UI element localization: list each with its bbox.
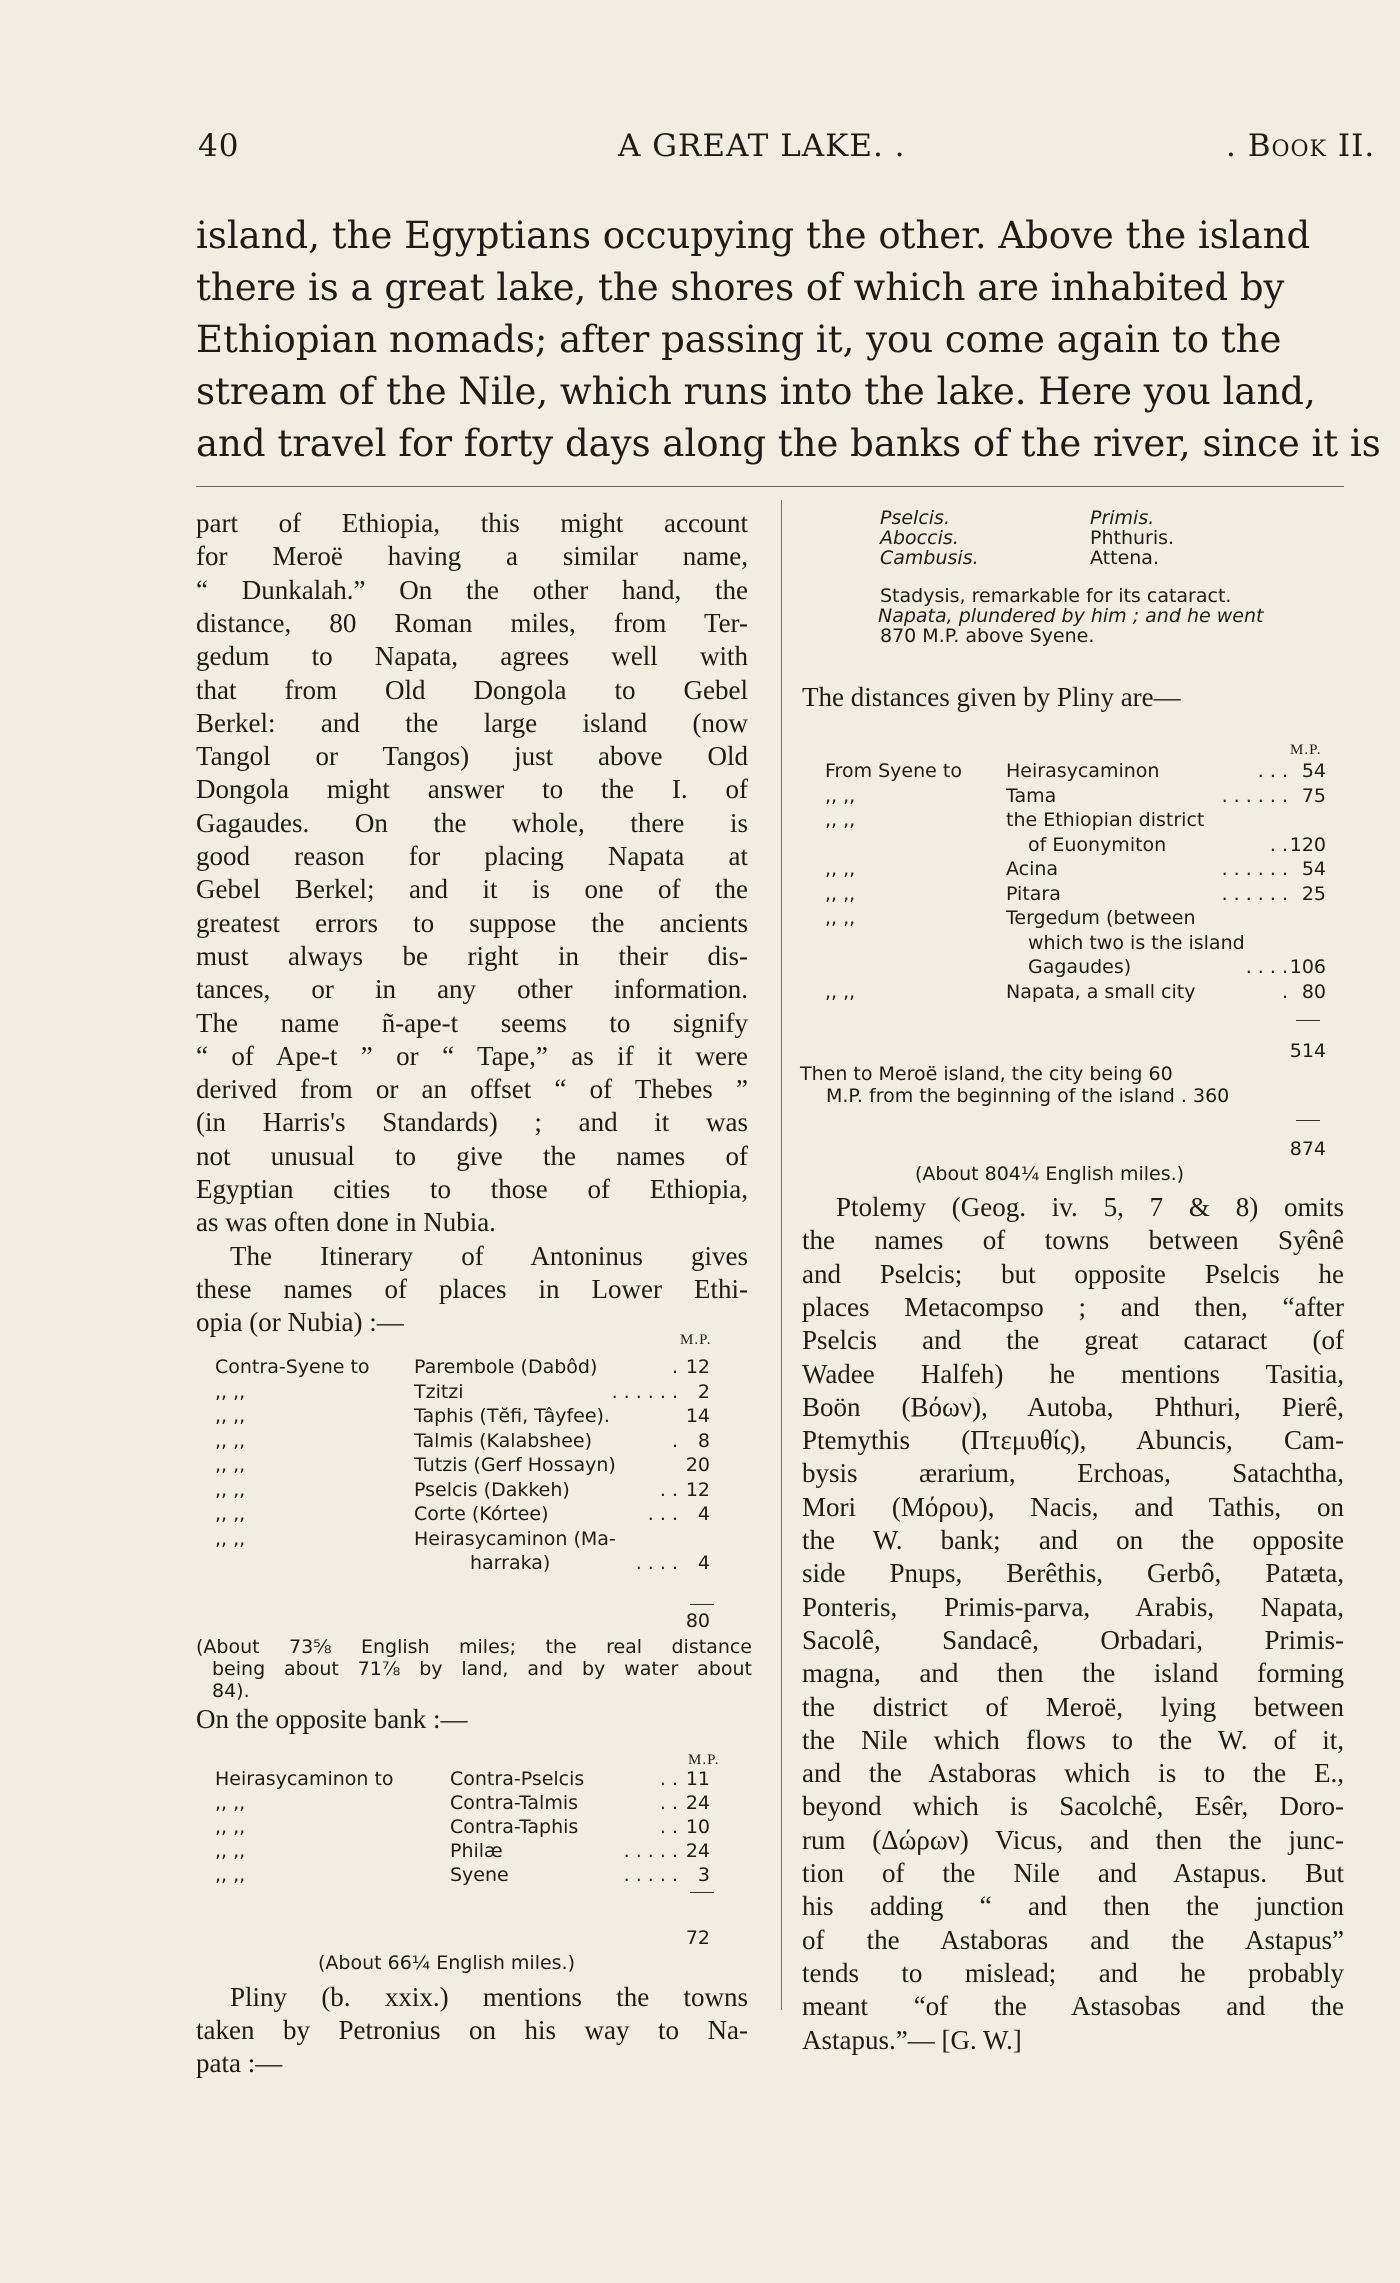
total-rule (1296, 1020, 1320, 1021)
ptolemy-line: the names of towns between Syênê (802, 1225, 1344, 1256)
town-name: Phthuris. (1090, 527, 1175, 549)
table-value: 75 (1301, 784, 1326, 807)
left-paragraph-line: pata :— (196, 2048, 283, 2078)
total-rule (1296, 1120, 1320, 1121)
main-text-line: and travel for forty days along the banks of the river, since it is (196, 422, 1381, 465)
table-from: ,, ,, (215, 1454, 246, 1476)
itinerary-note-line: 84). (212, 1680, 250, 1702)
table-dots: . . . . . . (1221, 784, 1288, 807)
table-value: 24 (685, 1792, 710, 1814)
table-value: 10 (685, 1816, 710, 1838)
table-from: ,, ,, (215, 1840, 246, 1862)
table-value: 54 (1301, 760, 1326, 782)
table-value: 106 (1289, 956, 1326, 978)
table-from: ,, ,, (825, 882, 856, 905)
table-dots: . . . . . . (1221, 858, 1288, 880)
table-place: Acina (1006, 858, 1059, 880)
table-from: ,, ,, (215, 1503, 246, 1525)
table-place: Heirasycaminon (Ma- (414, 1527, 616, 1550)
pliny-total: 514 (1289, 1040, 1326, 1062)
running-title: A GREAT LAKE. . (618, 128, 906, 164)
ptolemy-line: side Pnups, Berêthis, Gerbô, Patæta, (802, 1558, 1344, 1589)
table-dots: . . (1269, 833, 1288, 856)
opposite-note: (About 66¼ English miles.) (318, 1952, 576, 1974)
table-dots: . (671, 1429, 678, 1452)
ptolemy-line: Wadee Halfeh) he mentions Tasitia, (802, 1358, 1344, 1389)
ptolemy-line: meant “of the Astasobas and the (802, 1991, 1344, 2022)
table-place: Contra-Pselcis (450, 1768, 585, 1790)
left-paragraph-line: opia (or Nubia) :— (196, 1307, 404, 1338)
mp-column-label: M.P. (1290, 742, 1322, 758)
table-from: ,, ,, (215, 1429, 246, 1452)
table-place: Taphis (Tĕfi, Tâyfee). (414, 1405, 610, 1427)
table-from: ,, ,, (215, 1816, 246, 1838)
ptolemy-line: tion of the Nile and Astapus. But (802, 1858, 1344, 1888)
ptolemy-line: his adding “ and then the junction (802, 1891, 1344, 1922)
table-from: ,, ,, (215, 1478, 246, 1501)
ptolemy-line: Sacolê, Sandacê, Orbadari, Primis- (802, 1624, 1344, 1655)
table-value: 11 (685, 1768, 710, 1790)
ptolemy-line: Astapus.”— [G. W.] (802, 2024, 1022, 2055)
ptolemy-line: of the Astaboras and the Astapus” (802, 1924, 1344, 1955)
table-value: 25 (1301, 882, 1326, 905)
table-place: which two is the island (1028, 931, 1245, 954)
table-place: of Euonymiton (1028, 833, 1167, 856)
town-name: Cambusis. (880, 547, 979, 569)
ptolemy-line: Pselcis and the great cataract (of (802, 1325, 1344, 1356)
left-paragraph-line: Egyptian cities to those of Ethiopia, (196, 1174, 748, 1204)
ptolemy-line: and the Astaboras which is to the E., (802, 1758, 1344, 1789)
table-from: ,, ,, (825, 784, 856, 807)
left-paragraph-line: as was often done in Nubia. (196, 1207, 496, 1238)
left-paragraph-line: taken by Petronius on his way to Na- (196, 2015, 748, 2045)
table-dots: . . . . (1245, 956, 1288, 978)
table-place: harraka) (470, 1552, 551, 1574)
ptolemy-line: beyond which is Sacolchê, Esêr, Doro- (802, 1791, 1344, 1822)
table-from: ,, ,, (215, 1380, 246, 1403)
grand-note: (About 804¼ English miles.) (915, 1163, 1185, 1185)
left-paragraph-line: greatest errors to suppose the ancients (196, 907, 748, 938)
left-paragraph-line: not unusual to give the names of (196, 1140, 748, 1171)
left-paragraph-line: Gagaudes. On the whole, there is (196, 807, 748, 838)
table-dots: . . (659, 1478, 678, 1501)
table-place: Talmis (Kalabshee) (414, 1429, 593, 1452)
table-value: 4 (697, 1503, 710, 1525)
table-place: Syene (450, 1864, 509, 1886)
left-paragraph-line: derived from or an offset “ of Thebes ” (196, 1074, 748, 1105)
table-place: Contra-Taphis (450, 1816, 579, 1838)
table-place: Parembole (Dabôd) (414, 1356, 598, 1378)
left-paragraph-line: good reason for placing Napata at (196, 841, 748, 871)
left-paragraph-line: Dongola might answer to the I. of (196, 774, 748, 805)
left-paragraph-line: Berkel: and the large island (now (196, 707, 748, 738)
table-place: Tutzis (Gerf Hossayn) (414, 1454, 616, 1476)
left-paragraph-line: The name ñ-ape-t seems to signify (196, 1007, 748, 1038)
left-paragraph-line: must always be right in their dis- (196, 940, 748, 971)
itinerary-note-line: (About 73⅝ English miles; the real distance (196, 1636, 752, 1658)
left-paragraph-line: (in Harris's Standards) ; and it was (196, 1107, 748, 1138)
table-from: Heirasycaminon to (215, 1768, 394, 1790)
table-value: 12 (685, 1356, 710, 1378)
total-rule (690, 1892, 714, 1893)
opposite-bank-heading: On the opposite bank :— (196, 1704, 468, 1734)
table-place: Napata, a small city (1006, 980, 1196, 1003)
left-paragraph-line: these names of places in Lower Ethi- (196, 1273, 748, 1304)
table-place: Philæ (450, 1840, 503, 1862)
left-paragraph-line: part of Ethiopia, this might account (196, 508, 748, 538)
table-from: ,, ,, (215, 1864, 246, 1886)
town-note-line: Stadysis, remarkable for its cataract. (880, 585, 1232, 607)
table-value: 2 (697, 1380, 710, 1403)
table-dots: . . (659, 1792, 678, 1814)
table-dots: . . . . (635, 1552, 678, 1574)
town-name: Attena. (1090, 547, 1159, 569)
table-place: Pselcis (Dakkeh) (414, 1478, 570, 1501)
table-place: Gagaudes) (1028, 956, 1132, 978)
left-paragraph-line: tances, or in any other information. (196, 974, 748, 1005)
ptolemy-line: Ponteris, Primis-parva, Arabis, Napata, (802, 1591, 1344, 1622)
table-value: 54 (1301, 858, 1326, 880)
ptolemy-line: Ptemythis (Πτεμυθίς), Abuncis, Cam- (802, 1425, 1344, 1456)
table-value: 8 (697, 1429, 710, 1452)
table-place: Tergedum (between (1006, 907, 1196, 929)
opposite-total: 72 (685, 1927, 710, 1949)
table-dots: . . . (647, 1503, 678, 1525)
table-value: 4 (697, 1552, 710, 1574)
pliny-heading: The distances given by Pliny are— (802, 682, 1181, 712)
main-text-line: island, the Egyptians occupying the other. Above the island (196, 214, 1311, 257)
table-dots: . . . . . (623, 1840, 678, 1862)
town-note-line: 870 M.P. above Syene. (880, 625, 1095, 647)
book-label: . Book II. (1226, 128, 1376, 164)
left-paragraph-line: Pliny (b. xxix.) mentions the towns (230, 1982, 748, 2012)
itinerary-total: 80 (685, 1610, 710, 1632)
table-value: 3 (697, 1864, 710, 1886)
then-line: M.P. from the beginning of the island . 360 (826, 1085, 1230, 1107)
table-dots: . . (659, 1816, 678, 1838)
table-from: ,, ,, (215, 1792, 246, 1814)
section-rule (196, 486, 1344, 487)
column-rule (781, 500, 782, 2010)
table-value: 12 (685, 1478, 710, 1501)
ptolemy-line: the W. bank; and on the opposite (802, 1525, 1344, 1555)
mp-column-label: M.P. (688, 1752, 720, 1768)
left-paragraph-line: Tangol or Tangos) just above Old (196, 741, 748, 772)
ptolemy-line: the Nile which flows to the W. of it, (802, 1724, 1344, 1755)
table-place: the Ethiopian district (1006, 809, 1205, 831)
left-paragraph-line: “ Dunkalah.” On the other hand, the (196, 574, 748, 605)
itinerary-note-line: being about 71⅞ by land, and by water about (212, 1658, 752, 1680)
table-dots: . . . . . (623, 1864, 678, 1886)
town-note-line: Napata, plundered by him ; and he went (878, 605, 1264, 627)
main-text-line: there is a great lake, the shores of which are inhabited by (196, 266, 1285, 309)
ptolemy-line: magna, and then the island forming (802, 1658, 1344, 1689)
table-dots: . . . (1257, 760, 1288, 782)
main-text (196, 210, 1381, 470)
ptolemy-line: rum (Δώρων) Vicus, and then the junc- (802, 1824, 1344, 1855)
left-paragraph-line: that from Old Dongola to Gebel (196, 674, 748, 705)
left-paragraph-line: gedum to Napata, agrees well with (196, 641, 748, 672)
town-name: Primis. (1090, 507, 1155, 529)
left-paragraph-line: The Itinerary of Antoninus gives (230, 1240, 748, 1271)
table-from: ,, ,, (825, 907, 856, 929)
table-place: Corte (Kórtee) (414, 1503, 549, 1525)
ptolemy-line: places Metacompso ; and then, “after (802, 1291, 1344, 1322)
table-from: ,, ,, (825, 809, 856, 831)
main-text-line: Ethiopian nomads; after passing it, you come again to the (196, 318, 1282, 361)
ptolemy-line: the district of Meroë, lying between (802, 1691, 1344, 1722)
ptolemy-line: Boön (Βόων), Autoba, Phthuri, Pierê, (802, 1391, 1344, 1422)
table-from: ,, ,, (215, 1405, 246, 1427)
left-paragraph-line: Gebel Berkel; and it is one of the (196, 874, 748, 905)
total-rule (690, 1604, 714, 1605)
table-from: ,, ,, (215, 1527, 246, 1550)
table-from: ,, ,, (825, 858, 856, 880)
then-line: Then to Meroë island, the city being 60 (800, 1063, 1173, 1085)
ptolemy-line: and Pselcis; but opposite Pselcis he (802, 1258, 1344, 1289)
table-from: ,, ,, (825, 980, 856, 1003)
table-place: Heirasycaminon (1006, 760, 1160, 782)
table-value: 24 (685, 1840, 710, 1862)
table-value: 120 (1289, 833, 1326, 856)
table-place: Contra-Talmis (450, 1792, 579, 1814)
ptolemy-line: tends to mislead; and he probably (802, 1957, 1344, 1988)
ptolemy-line: Mori (Μόρου), Nacis, and Tathis, on (802, 1491, 1344, 1522)
table-dots: . . . . . . (611, 1380, 678, 1403)
table-value: 20 (685, 1454, 710, 1476)
main-text-line: stream of the Nile, which runs into the lake. Here you land, (196, 370, 1316, 413)
table-dots: . (671, 1356, 678, 1378)
table-value: 14 (685, 1405, 710, 1427)
table-place: Tama (1006, 784, 1057, 807)
ptolemy-line: Ptolemy (Geog. iv. 5, 7 & 8) omits (836, 1192, 1344, 1222)
left-paragraph-line: for Meroë having a similar name, (196, 541, 748, 572)
mp-column-label: M.P. (680, 1332, 712, 1348)
left-paragraph-line: “ of Ape-t ” or “ Tape,” as if it were (196, 1040, 748, 1071)
town-name: Aboccis. (880, 527, 959, 549)
table-value: 80 (1301, 980, 1326, 1003)
table-from: From Syene to (825, 760, 962, 782)
table-place: Pitara (1006, 882, 1061, 905)
page-number: 40 (198, 128, 240, 164)
left-paragraph-line: distance, 80 Roman miles, from Ter- (196, 607, 748, 638)
ptolemy-line: bysis ærarium, Erchoas, Satachtha, (802, 1458, 1344, 1489)
table-dots: . . . . . . (1221, 882, 1288, 905)
table-dots: . . (659, 1768, 678, 1790)
town-name: Pselcis. (880, 507, 950, 529)
table-from: Contra-Syene to (215, 1356, 370, 1378)
grand-total: 874 (1289, 1138, 1326, 1160)
table-place: Tzitzi (414, 1380, 464, 1403)
table-dots: . (1281, 980, 1288, 1003)
